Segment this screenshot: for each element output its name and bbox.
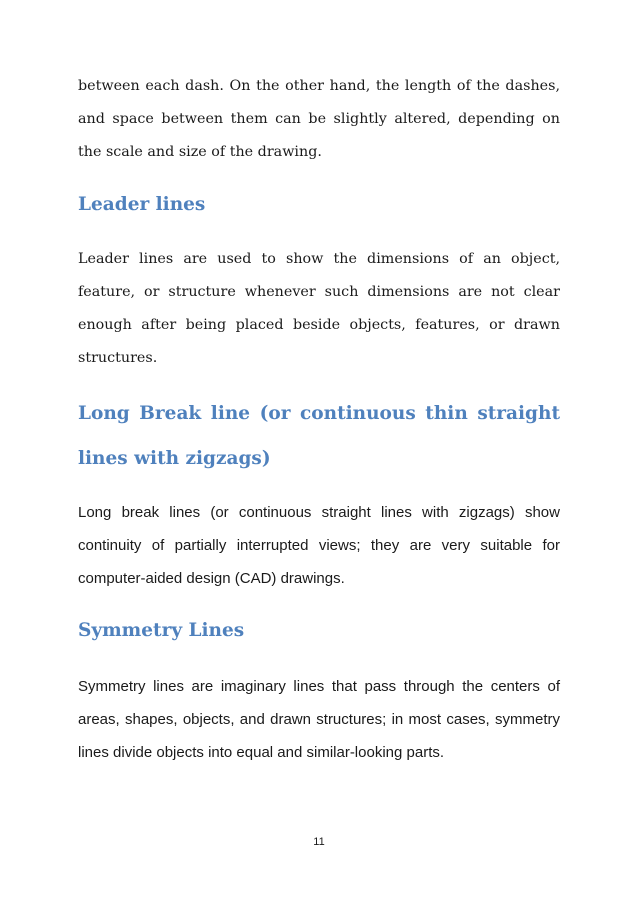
paragraph-symmetry-lines: Symmetry lines are imaginary lines that pass through the centers of areas, shapes, objects, and drawn structures; in most cases, symmetry lines divide objects into equal and similar-looking parts. xyxy=(78,678,560,761)
paragraph-dash-spacing: between each dash. On the other hand, the length of the dashes, and space between them can be slightly altered, depending on the scale and size of the drawing. xyxy=(78,78,560,160)
paragraph-long-break-lines: Long break lines (or continuous straight lines with zigzags) show continuity of partially interrupted views; they are very suitable for computer-aided design (CAD) drawings. xyxy=(78,504,560,587)
heading-leader-lines: Leader lines xyxy=(78,194,206,215)
page-number: 11 xyxy=(313,836,325,848)
heading-symmetry-lines: Symmetry Lines xyxy=(78,620,245,641)
heading-long-break-line: Long Break line (or continuous thin straight lines with zigzags) xyxy=(78,403,560,469)
paragraph-leader-lines: Leader lines are used to show the dimensions of an object, feature, or structure whenever such dimensions are not clear enough after being placed beside objects, features, or drawn structures. xyxy=(78,251,560,366)
